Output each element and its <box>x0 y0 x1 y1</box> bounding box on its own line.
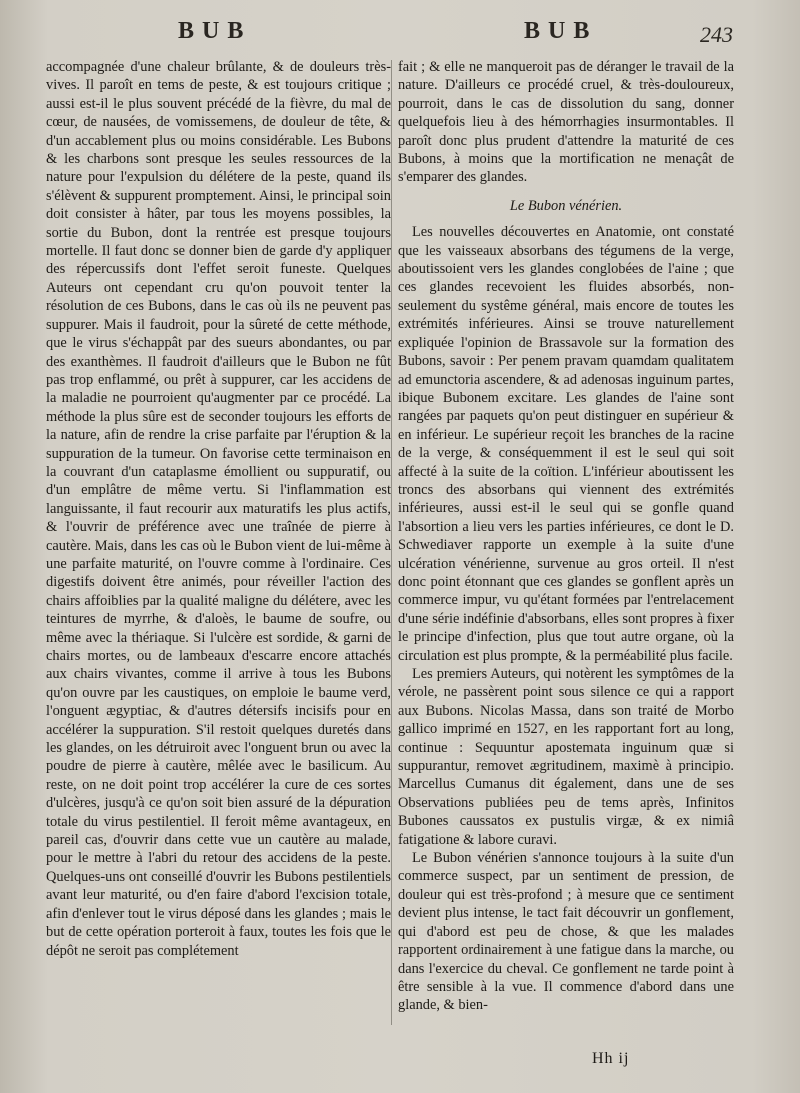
section-heading: Le Bubon vénérien. <box>509 197 623 214</box>
left-running-head: BUB <box>178 18 252 44</box>
column-divider <box>391 60 392 1025</box>
paragraph: Le Bubon vénérien s'annonce toujours à la suite d'un commerce suspect, par un sentiment de pression, de douleur qui est très-profond ; à mesure que ce sentiment devient plus intense, le tact fait découvrir un gonflement, qui d'abord est peu de chose, & que les malades rapportent ordinairement à une fatigue dans la marche, ou dans l'exercice du cheval. Ce gonflement ne tarde point à être sensible à la vue. Il commence d'abord dans une glande, & bien- <box>398 850 734 1014</box>
left-column-text: accompagnée d'une chaleur brûlante, & de douleurs très-vives. Il paroît en tems de peste, & est toujours critique ; aussi est-il le plus souvent précédé de la fièvre, du mal de cœur, de nausées, de vomissemens, de douleur de tête, & d'un accablement plus ou moins considérable. Les Bubons & les charbons sont presque les seules ressources de la nature pour l'expulsion du délétere de la peste, quand ils s'élèvent & suppurent promptement. Ainsi, le principal soin doit consister à hâter, par tous les moyens possibles, la sortie du Bubon, dont la rentrée est presque toujours mortelle. Il faut donc se donner bien de garde d'y appliquer des répercussifs dont l'effet seroit funeste. Quelques Auteurs ont cependant cru qu'on pouvoit tenter la résolution de ces Bubons, dans le cas où ils ne peuvent pas suppurer. Mais il faudroit, pour la sûreté de cette méthode, que le virus s'échappât par des sueurs abondantes, ou par des exanthèmes. Il faudroit d'ailleurs que le Bubon ne fût pas trop enflammé, ou prêt à suppurer, car les accidens de la maladie ne pourroient qu'augmenter par ce procédé. La méthode la plus sûre est de seconder toujours les efforts de la nature, afin de rendre la crise parfaite par l'éruption & la suppuration de la tumeur. On favorise cette terminaison en la couvrant d'un cataplasme émollient ou suppuratif, ou d'un emplâtre de même vertu. Si l'inflammation est languissante, il faut recourir aux maturatifs les plus actifs, & l'ouvrir de préférence avec une traînée de pierre à cautère. Mais, dans les cas où le Bubon vient de lui-même à une parfaite maturité, on l'ouvre comme à l'ordinaire. Ces digestifs doivent être animés, pour réveiller l'action des chairs affoiblies par la qualité maligne du délétere, avec les teintures de myrrhe, & d'aloès, le baume de soufre, ou même avec la thériaque. Si l'ulcère est sordide, & garni de chairs mortes, ou de lambeaux d'escarre encore attachés aux chairs vivantes, comme il arrive à tous les Bubons qu'on ouvre par les caustiques, on emploie le baume verd, l'onguent ægyptiac, & d'autres détersifs incisifs pour en accélérer la suppuration. S'il restoit quelques duretés dans les glandes, on les détruiroit avec l'onguent brun ou avec la poudre de pierre à cautère, mêlée avec le basilicum. Au reste, on ne doit point trop accélérer la cure de ces sortes d'ulcères, jusqu'à ce qu'on soit bien assuré de la dépuration totale du virus pestilentiel. Il feroit même avantageux, en pareil cas, d'ouvrir dans cette vue un cautère au malade, pour le mettre à l'abri du retour des accidens de la peste. Quelques-uns ont conseillé d'ouvrir les Bubons pestilentiels avant leur maturité, ou d'en faire d'abord l'excision totale, afin d'enlever tout le virus déposé dans les glandes ; mais le but de cette opération porteroit à faux, toutes les fois que le dépôt ne seroit pas complétement <box>46 59 391 959</box>
right-opening-paragraph: fait ; & elle ne manqueroit pas de déranger le travail de la nature. D'ailleurs ce procédé cruel, & très-douloureux, pourroit, dans le cas de dissolution du sang, donner quelquefois lieu à des hémorrhagies insurmontables. Il paroît donc plus prudent d'attendre la maturité de ces Bubons, à moins que la mortification ne menaçât de s'emparer des glandes. <box>398 59 734 186</box>
page-header <box>0 18 800 48</box>
printer-signature: Hh ij <box>592 1050 630 1067</box>
right-column <box>398 58 734 1015</box>
left-column <box>46 58 391 960</box>
page-number: 243 <box>700 22 733 47</box>
paragraph: Les nouvelles découvertes en Anatomie, ont constaté que les vaisseaux absorbans des tégumens de la verge, aboutissoient vers les glandes conglobées de l'aine ; que ces glandes recevoient les fluides absorbés, non-seulement du systême général, mais encore de toutes les extrémités inférieures. Ainsi se trouve naturellement expliquée l'opinion de Brassavole sur la formation des Bubons, savoir : Per penem pravam quamdam qualitatem ad emunctoria ascendere, & ad adenosas inguinum partes, ibique Bubonem excitare. Les glandes de l'aine sont rangées par paquets qu'on peut distinguer en supérieur & en inférieur. Le supérieur reçoit les branches de la racine de la verge, & conséquemment il est le seul qui soit affecté à la suite de la coïtion. L'inférieur aboutissent les troncs des absorbans qui viennent des extrémités inférieures, aussi est-il le seul qui se gonfle quand l'absortion a lieu vers les parties inférieures, ce dont le D. Schwediaver rapporte un exemple à la suite d'une ulcération vénérienne, survenue au gros orteil. Il n'est donc point étonnant que ces glandes se gonflent après un commerce impur, vu qu'étant formées par l'entrelacement d'une série indéfinie d'absorbans, elles sont propres à fixer le principe d'infection, plus que tout autre organe, où la circulation est plus prompte, & la perméabilité plus facile. <box>398 224 734 664</box>
right-running-head: BUB <box>524 18 598 44</box>
paragraph: Les premiers Auteurs, qui notèrent les symptômes de la vérole, ne passèrent point sous silence ce qui a rapport aux Bubons. Nicolas Massa, dans son traité de Morbo gallico imprimé en 1527, en les rapportant fort au long, continue : Sequuntur apostemata inguinum quæ si suppurantur, removet ægritudinem, maximè à principio. Marcellus Cumanus dit également, dans une de ses Observations publiées peu de tems après, Infinitos Bubones caussatos ex pustulis virgæ, & ex nimiâ fatigatione & labore curavi. <box>398 666 734 848</box>
